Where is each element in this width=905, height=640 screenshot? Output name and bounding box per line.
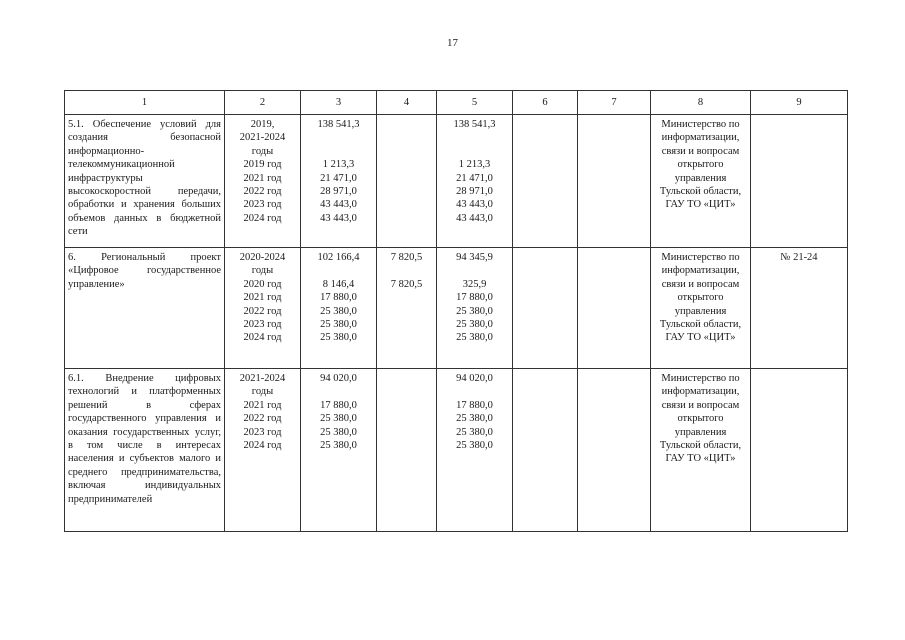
cell-line bbox=[304, 131, 373, 144]
table-row bbox=[65, 115, 848, 248]
activity-name-cell: 6.1. Внедрение цифровых технологий и платформенных решений в сферах государственного управления и оказания государственных услуг, в том числе в интересах населения и субъектов малого и среднего предпринимательства, включая индивидуальных предпринимателей bbox=[65, 369, 225, 532]
cell-line: 25 380,0 bbox=[320, 426, 357, 438]
cell-line: 2023 год bbox=[243, 199, 282, 211]
cell-line: 43 443,0 bbox=[456, 199, 493, 211]
cell-line: 25 380,0 bbox=[320, 332, 357, 344]
header-cell: 3 bbox=[301, 91, 377, 115]
header-cell: 2 bbox=[225, 91, 301, 115]
activity-name-cell: 6. Региональный проект «Цифровое государственное управление» bbox=[65, 248, 225, 369]
federal-amount-cell bbox=[377, 369, 437, 532]
cell-line: 8 146,4 bbox=[322, 278, 355, 290]
cell-line: 1 213,3 bbox=[458, 159, 491, 171]
cell-line bbox=[440, 131, 509, 144]
cell-line: 2024 год bbox=[243, 332, 282, 344]
cell-line bbox=[304, 385, 373, 398]
cell-line: 138 541,3 bbox=[453, 119, 496, 130]
cell-line: 2020-2024 bbox=[239, 252, 286, 263]
total-amount-cell bbox=[301, 248, 377, 369]
header-cell: 7 bbox=[578, 91, 651, 115]
cell-line: 43 443,0 bbox=[456, 212, 493, 224]
cell-line: 17 880,0 bbox=[320, 399, 357, 411]
column-7-cell bbox=[578, 248, 651, 369]
cell-line: 2022 год bbox=[243, 305, 282, 317]
cell-line: 2022 год bbox=[243, 186, 282, 198]
cell-line: 2021 год bbox=[243, 399, 282, 411]
regional-amount-cell bbox=[437, 248, 513, 369]
column-7-cell bbox=[578, 115, 651, 248]
cell-line: 94 020,0 bbox=[456, 373, 493, 384]
cell-line: 25 380,0 bbox=[320, 413, 357, 425]
regional-amount-cell bbox=[437, 115, 513, 248]
total-amount-cell bbox=[301, 115, 377, 248]
cell-line bbox=[440, 385, 509, 398]
cell-line: 25 380,0 bbox=[456, 305, 493, 317]
responsible-org-cell: Министерство по информатизации, связи и вопросам открытого управления Тульской области, ГАУ ТО «ЦИТ» bbox=[651, 369, 751, 532]
cell-line: 2023 год bbox=[243, 426, 282, 438]
cell-line: 28 971,0 bbox=[456, 186, 493, 198]
period-cell bbox=[225, 369, 301, 532]
activity-name-cell: 5.1. Обеспечение условий для создания безопасной информационно-телекоммуникационной инфраструктуры высокоскоростной передачи, обработки и хранения больших объемов данных в бюджетной сети bbox=[65, 115, 225, 248]
column-6-cell bbox=[513, 248, 578, 369]
indicator-ref-cell bbox=[751, 115, 848, 248]
cell-line: 2019 год bbox=[243, 159, 282, 171]
cell-line: 25 380,0 bbox=[456, 319, 493, 331]
column-7-cell bbox=[578, 369, 651, 532]
cell-line: 2024 год bbox=[243, 212, 282, 224]
cell-line: 25 380,0 bbox=[320, 305, 357, 317]
cell-line: 25 380,0 bbox=[320, 440, 357, 452]
cell-line: 2024 год bbox=[243, 440, 282, 452]
cell-line: 7 820,5 bbox=[390, 278, 423, 290]
responsible-org-cell: Министерство по информатизации, связи и вопросам открытого управления Тульской области, ГАУ ТО «ЦИТ» bbox=[651, 115, 751, 248]
cell-line: 21 471,0 bbox=[320, 172, 357, 184]
cell-line: 138 541,3 bbox=[317, 119, 360, 130]
cell-line bbox=[440, 145, 509, 158]
header-cell: 8 bbox=[651, 91, 751, 115]
cell-line: 102 166,4 bbox=[317, 252, 360, 263]
cell-line: 25 380,0 bbox=[456, 440, 493, 452]
header-cell: 1 bbox=[65, 91, 225, 115]
cell-line: годы bbox=[251, 265, 274, 277]
cell-line: 17 880,0 bbox=[320, 292, 357, 304]
cell-line: 2021-2024 bbox=[239, 373, 286, 384]
program-table bbox=[64, 90, 848, 532]
header-cell: 9 bbox=[751, 91, 848, 115]
header-cell: 6 bbox=[513, 91, 578, 115]
total-amount-cell bbox=[301, 369, 377, 532]
cell-line: 2021 год bbox=[243, 292, 282, 304]
cell-line: 1 213,3 bbox=[322, 159, 355, 171]
indicator-ref-cell bbox=[751, 369, 848, 532]
cell-line bbox=[304, 145, 373, 158]
cell-line: 94 020,0 bbox=[320, 373, 357, 384]
column-6-cell bbox=[513, 115, 578, 248]
period-cell bbox=[225, 115, 301, 248]
cell-line: 17 880,0 bbox=[456, 292, 493, 304]
cell-line: 17 880,0 bbox=[456, 399, 493, 411]
cell-line: годы bbox=[251, 145, 274, 157]
cell-line: 2023 год bbox=[243, 319, 282, 331]
cell-line: 2020 год bbox=[243, 278, 282, 290]
cell-line bbox=[380, 264, 433, 277]
cell-line: 2022 год bbox=[243, 413, 282, 425]
header-row bbox=[65, 91, 848, 115]
period-cell bbox=[225, 248, 301, 369]
table-row bbox=[65, 369, 848, 532]
cell-line: 2019, bbox=[250, 119, 275, 130]
federal-amount-cell bbox=[377, 248, 437, 369]
cell-line: 2021-2024 bbox=[239, 132, 286, 144]
cell-line: 2021 год bbox=[243, 172, 282, 184]
cell-line: 25 380,0 bbox=[320, 319, 357, 331]
cell-line: 43 443,0 bbox=[320, 199, 357, 211]
cell-line bbox=[304, 264, 373, 277]
cell-line: 43 443,0 bbox=[320, 212, 357, 224]
cell-line: 25 380,0 bbox=[456, 332, 493, 344]
cell-line: годы bbox=[251, 386, 274, 398]
federal-amount-cell bbox=[377, 115, 437, 248]
cell-line bbox=[440, 264, 509, 277]
cell-line: 21 471,0 bbox=[456, 172, 493, 184]
cell-line: 94 345,9 bbox=[456, 252, 493, 263]
regional-amount-cell bbox=[437, 369, 513, 532]
cell-line: 28 971,0 bbox=[320, 186, 357, 198]
header-cell: 5 bbox=[437, 91, 513, 115]
responsible-org-cell: Министерство по информатизации, связи и вопросам открытого управления Тульской области, ГАУ ТО «ЦИТ» bbox=[651, 248, 751, 369]
cell-line: 25 380,0 bbox=[456, 413, 493, 425]
cell-line: 25 380,0 bbox=[456, 426, 493, 438]
page-number: 17 bbox=[447, 37, 458, 49]
cell-line: 325,9 bbox=[462, 278, 487, 290]
column-6-cell bbox=[513, 369, 578, 532]
header-cell: 4 bbox=[377, 91, 437, 115]
indicator-ref-cell: № 21-24 bbox=[751, 248, 848, 369]
cell-line: 7 820,5 bbox=[390, 252, 423, 263]
table-row bbox=[65, 248, 848, 369]
